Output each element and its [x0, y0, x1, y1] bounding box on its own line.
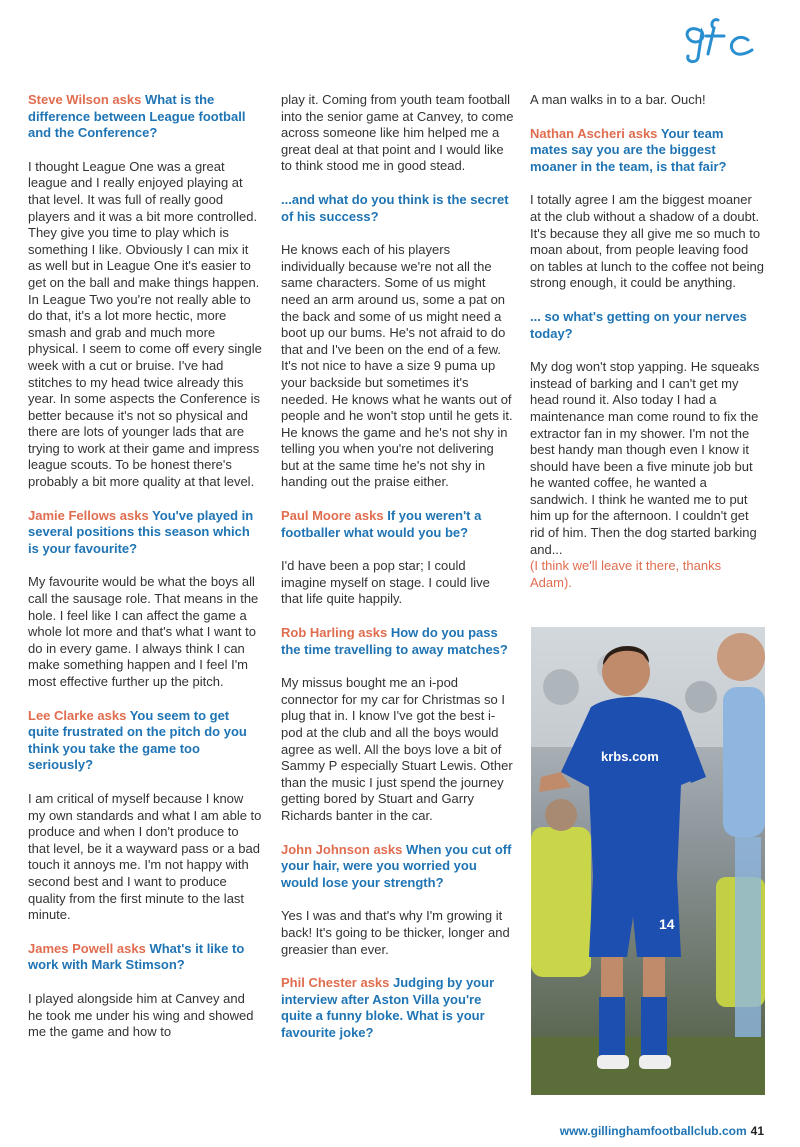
footer [560, 1124, 764, 1138]
editor-note: (I think we'll leave it there, thanks Adam). [530, 558, 722, 590]
qa-secret-of-success [281, 192, 514, 491]
column-2 [281, 92, 514, 1059]
question-text: Your team mates say you are the biggest moaner in the team, is that fair? [530, 125, 727, 174]
question [281, 975, 514, 1041]
answer-continuation: A man walks in to a bar. Ouch! [530, 92, 706, 107]
shirt-sponsor-text: krbs.com [601, 749, 659, 764]
question-text: Judging by your interview after Aston Villa you're quite a funny bloke. What is your favourite joke? [281, 975, 495, 1040]
question [281, 842, 514, 892]
asker-name: Nathan Ascheri asks [530, 125, 658, 141]
question-text: If you weren't a footballer what would you be? [281, 508, 482, 540]
question-text: You seem to get quite frustrated on the pitch do you think you take the game too seriously? [28, 707, 247, 773]
asker-name: Rob Harling asks [281, 625, 388, 641]
asker-name: Paul Moore asks [281, 508, 384, 524]
answer-text: I played alongside him at Canvey and he took me under his wing and showed me the game and how to [28, 990, 254, 1040]
player-photo [531, 627, 765, 1095]
question-text: ... so what's getting on your nerves today? [530, 308, 747, 341]
question-text: You've played in several positions this season which is your favourite? [28, 507, 254, 556]
question [281, 508, 514, 541]
shorts-number: 14 [659, 916, 675, 932]
qa-rob-harling [281, 625, 514, 825]
answer-continuation: play it. Coming from youth team football into the senior game at Canvey, to come across someone like him helped me a great deal at that point and I would like to think stood me in good stead. [281, 92, 514, 174]
column-1 [28, 92, 262, 1058]
asker-name: James Powell asks [28, 940, 146, 956]
qa-james-powell [28, 941, 262, 1041]
page-number: 41 [750, 1124, 764, 1138]
asker-name: Phil Chester asks [281, 975, 390, 991]
footer-url: www.gillinghamfootballclub.com [559, 1124, 747, 1138]
column-3 [530, 92, 764, 608]
qa-john-johnson [281, 842, 514, 959]
question [530, 309, 764, 342]
qa-jamie-fellows [28, 508, 262, 691]
answer-text: My favourite would be what the boys all call the sausage role. That means in the hole. I feel like I can affect the game a whole lot more and that's what I want to do in every game. I always think I can make something happen and I feel I'm most effective further up the pitch. [28, 574, 259, 689]
answer-text: I thought League One was a great league and I really enjoyed playing at that level. It was full of really good players and it was a bit more controlled. They give you time to play which is something I like. Obviously I can mix it as well but in League One it's easier to get on the ball and make things happen. In League Two you're not really able to do that, it's a lot more hectic, more smash and grab and much more physical. I seem to come off every single week with a cut or bruise. I've had stitches to my head twice already this year. In some aspects the Conference is better because it's not so physical and there are lots of younger lads that are trying to work at their game and impress league scouts. To be honest there's probably a bit more quality at that level. [28, 158, 262, 490]
question-text: ...and what do you think is the secret of his success? [281, 191, 509, 224]
question-text: What's it like to work with Mark Stimson? [28, 940, 245, 973]
answer-text: He knows each of his players individually because we're not all the same characters. Some of us might need an arm around us, some a pat on the back and some of us might need a boot up our bums. He's not afraid to do that and I've been on the end of a few. It's not nice to have a size 9 puma up your backside but sometimes it's needed. He knows what he wants out of people and he won't stop until he gets it. He knows the game and he's not shy in telling you when you're not delivering but at the same time he's not shy in handing out the praise either. [281, 242, 513, 490]
answer-text: Yes I was and that's why I'm growing it back! It's going to be thicker, longer and greasier than ever. [281, 908, 510, 957]
qa-nerves-today [530, 309, 764, 592]
answer-text: I am critical of myself because I know my own standards and what I am able to produce and when I don't produce to that level, be it a wayward pass or a bad touch it annoys me. I'm not happy with second best and I want to produce quality from the first minute to the last minute. [28, 790, 262, 923]
asker-name: John Johnson asks [281, 841, 403, 857]
answer-text: I'd have been a pop star; I could imagine myself on stage. I could live that life quite happily. [281, 558, 490, 607]
question [28, 941, 262, 974]
qa-steve-wilson [28, 92, 262, 491]
question [281, 192, 514, 225]
question [281, 625, 514, 658]
qa-nathan-ascheri [530, 126, 764, 292]
qa-paul-moore [281, 508, 514, 608]
question-text: When you cut off your hair, were you worried you would lose your strength? [281, 841, 512, 890]
answer-text: My missus bought me an i-pod connector for my car for Christmas so I plug that in. I know I've got the best i-pod at the club and all the boys would agree as well. All the boys love a bit of Sammy P especially Stuart Lewis. Other than the music I just spend the journey getting bored by Stuart and Garry Richards banter in the car. [281, 675, 513, 823]
question [28, 508, 262, 558]
answer-text: I totally agree I am the biggest moaner at the club without a shadow of a doubt. It's because they all give me so much to moan about, from people leaving food on tables at lunch to the coffee not being strong enough, it could be anything. [530, 192, 764, 291]
gfc-logo [678, 14, 762, 66]
question-text: How do you pass the time travelling to away matches? [281, 625, 508, 657]
question [530, 126, 764, 176]
player-photo-illustration [531, 627, 765, 1095]
qa-phil-chester [281, 975, 514, 1041]
asker-name: Steve Wilson asks [28, 92, 142, 107]
question [28, 92, 262, 142]
answer-text: My dog won't stop yapping. He squeaks instead of barking and I can't get my head round it. Also today I had a maintenance man come round to fix the extractor fan in my shower. I'm not the best handy man though even I know it should have been a five minute job but he wanted coffee, he wanted a sandwich. I think he wanted me to put him up for the afternoon. I couldn't get rid of him. Then the dog started barking and... [530, 359, 760, 557]
qa-lee-clarke [28, 708, 262, 924]
question-text: What is the difference between League football and the Conference? [28, 92, 246, 141]
asker-name: Jamie Fellows asks [28, 507, 149, 523]
question [28, 708, 262, 774]
asker-name: Lee Clarke asks [28, 707, 127, 723]
